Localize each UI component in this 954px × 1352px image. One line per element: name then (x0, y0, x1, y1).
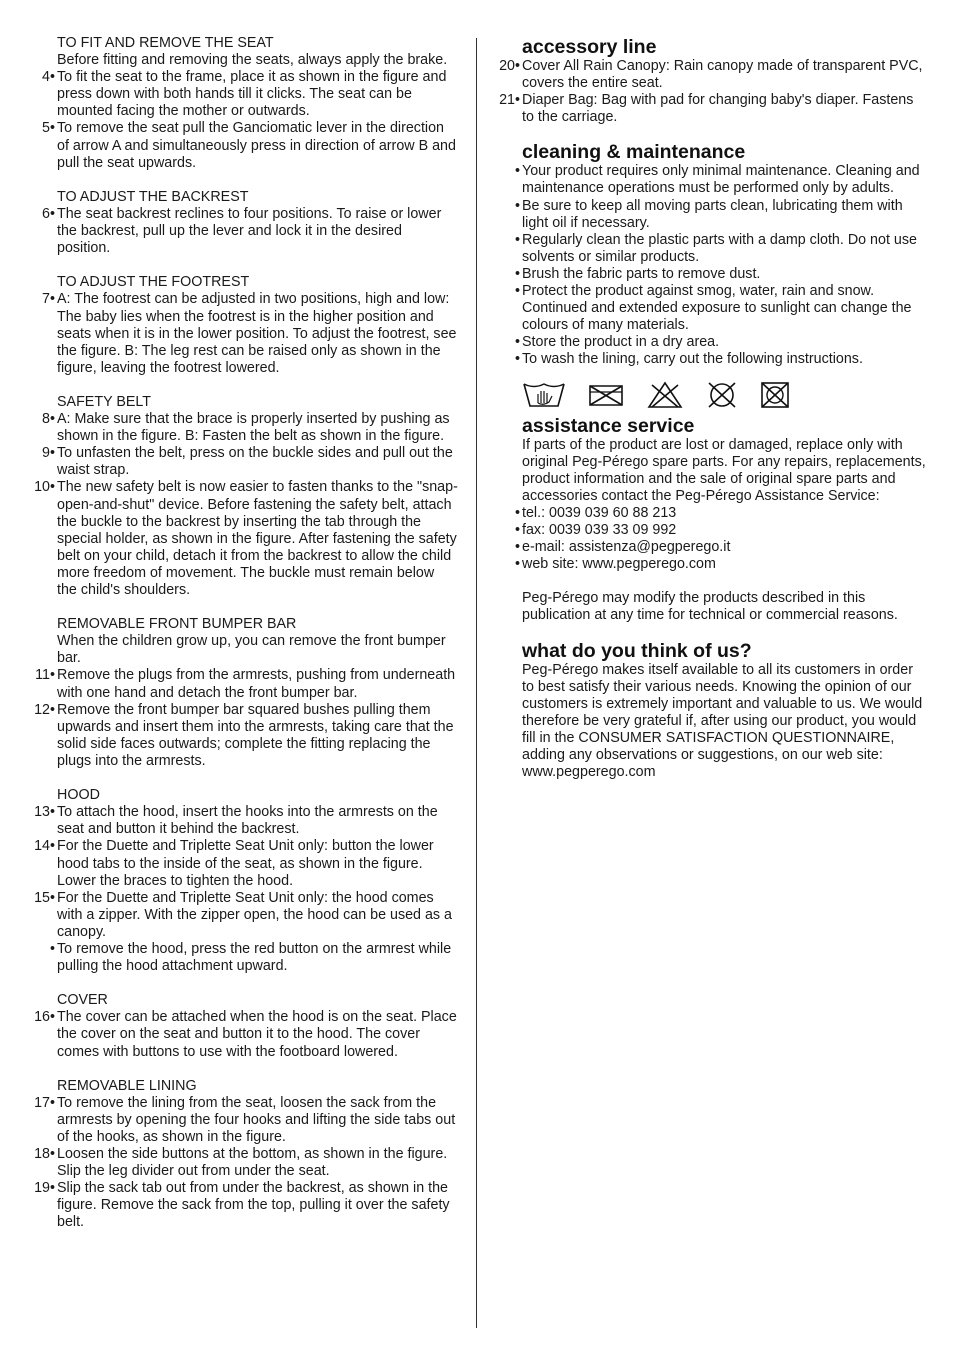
item-number: • (514, 334, 520, 351)
cleaning-item (491, 163, 927, 197)
item-number: • (514, 163, 520, 180)
instruction-line (26, 633, 458, 667)
contact-list (491, 505, 927, 573)
instruction-line (26, 1009, 458, 1060)
item-number: 19• (34, 1180, 55, 1197)
item-text: REMOVABLE FRONT BUMPER BAR (57, 616, 297, 633)
item-text: To remove the lining from the seat, loosen the sack from the armrests by opening the four hooks and lifting the side tabs out of the hooks, as shown in the figure. (57, 1094, 456, 1145)
item-number: • (514, 231, 520, 248)
contact-item (491, 522, 927, 539)
instruction-line (26, 941, 458, 975)
right-column (491, 36, 927, 781)
column-divider (476, 38, 477, 1328)
cleaning-item (491, 266, 927, 283)
instruction-line (26, 291, 458, 376)
item-text: The seat backrest reclines to four positions. To raise or lower the backrest, pull up the lever and lock it in the desired position. (57, 205, 442, 257)
instruction-line (26, 274, 458, 291)
item-text: e-mail: assistenza@pegperego.it (522, 539, 731, 556)
spacer (26, 1061, 458, 1078)
no-iron-icon (646, 381, 684, 409)
accessory-item (491, 58, 927, 92)
item-number: 10• (34, 479, 55, 496)
instruction-line (26, 838, 458, 889)
assistance-intro: If parts of the product are lost or damaged, replace only with original Peg-Pérego spare parts. For any repairs, replacements, product information and the sale of original spare parts and accessories contact the Peg-Pérego Assistance Service: (522, 436, 926, 504)
item-number: 12• (34, 701, 55, 718)
spacer (26, 975, 458, 992)
item-text: Store the product in a dry area. (522, 334, 720, 351)
item-text: To wash the lining, carry out the following instructions. (522, 351, 863, 368)
feedback-heading: what do you think of us? (522, 639, 752, 662)
instruction-line (26, 890, 458, 941)
item-number: 14• (34, 838, 55, 855)
cleaning-maintenance-heading: cleaning & maintenance (522, 141, 746, 164)
item-number: 8• (42, 411, 55, 428)
cleaning-item (491, 283, 927, 334)
item-number: • (514, 197, 520, 214)
item-text: Your product requires only minimal maintenance. Cleaning and maintenance operations must be performed only by adults. (522, 163, 920, 197)
item-text: SAFETY BELT (57, 393, 152, 410)
item-text: A: Make sure that the brace is properly inserted by pushing as shown in the figure. B: Fasten the belt as shown in the figure. (57, 411, 450, 445)
item-number: 21• (499, 92, 520, 109)
instruction-line (26, 411, 458, 445)
spacer (26, 257, 458, 274)
care-symbols (491, 381, 927, 409)
item-text: Slip the sack tab out from under the backrest, as shown in the figure. Remove the sack from the top, pulling it over the safety belt. (57, 1180, 450, 1231)
item-text: Diaper Bag: Bag with pad for changing baby's diaper. Fastens to the carriage. (522, 92, 914, 126)
instruction-line (26, 992, 458, 1009)
item-number: 20• (499, 58, 520, 74)
item-number: • (514, 351, 520, 368)
item-text: Remove the front bumper bar squared bushes pulling them upwards and insert them into the armrests, taking care that the solid side faces outwards; complete the fitting replacing the plugs into the armrests. (57, 701, 454, 769)
instruction-line (26, 189, 458, 206)
item-number: 11• (35, 667, 55, 684)
item-text: COVER (57, 992, 108, 1009)
instruction-line (26, 1180, 458, 1231)
item-text: Protect the product against smog, water, rain and snow. Continued and extended exposure to sunlight can change the colours of many materials. (522, 283, 912, 334)
item-text: For the Duette and Triplette Seat Unit only: button the lower hood tabs to the inside of the seat, as shown in the figure. Lower the braces to tighten the hood. (57, 838, 434, 889)
no-bleach-icon (586, 381, 626, 409)
accessory-item (491, 92, 927, 126)
cleaning-item (491, 232, 927, 266)
item-number: • (49, 940, 55, 957)
instruction-line (26, 52, 458, 69)
instruction-line (26, 69, 458, 120)
item-text: TO ADJUST THE FOOTREST (57, 274, 250, 291)
spacer (26, 599, 458, 616)
item-number: • (514, 521, 520, 538)
instruction-line (26, 479, 458, 599)
item-number: • (514, 265, 520, 282)
item-text: To remove the hood, press the red button on the armrest while pulling the hood attachment upward. (57, 940, 452, 975)
left-column (26, 35, 458, 1232)
instruction-line (26, 394, 458, 411)
item-number: 7• (42, 291, 55, 308)
item-text: Brush the fabric parts to remove dust. (522, 265, 761, 282)
item-text: fax: 0039 039 33 09 992 (522, 521, 677, 538)
item-text: TO FIT AND REMOVE THE SEAT (57, 35, 274, 51)
item-number: 18• (34, 1146, 55, 1163)
feedback-text: Peg-Pérego makes itself available to all its customers in order to best satisfy their various needs. Knowing the opinion of our customers is extremely important and valuable to us. We would therefore be very grateful if, after using our product, you would fill in the CONSUMER SATISFACTION QUESTIONNAIRE, adding any observations or suggestions, on our web site: www.pegperego.com (522, 661, 923, 781)
instruction-line (26, 35, 458, 52)
item-text: Be sure to keep all moving parts clean, lubricating them with light oil if necessary. (522, 197, 903, 231)
item-text: For the Duette and Triplette Seat Unit only: the hood comes with a zipper. With the zipper open, the hood can be used as a canopy. (57, 889, 453, 940)
item-text: Cover All Rain Canopy: Rain canopy made of transparent PVC, covers the entire seat. (522, 58, 923, 92)
item-number: 6• (42, 205, 55, 222)
cleaning-list (491, 163, 927, 368)
item-text: TO ADJUST THE BACKREST (57, 188, 249, 205)
instruction-line (26, 787, 458, 804)
item-text: Remove the plugs from the armrests, pushing from underneath with one hand and detach the front bumper bar. (57, 667, 456, 701)
contact-item (491, 539, 927, 556)
instruction-line (26, 445, 458, 479)
item-number: • (514, 556, 520, 573)
instruction-line (26, 616, 458, 633)
instruction-line (26, 804, 458, 838)
contact-item (491, 556, 927, 573)
item-text: web site: www.pegperego.com (522, 556, 716, 573)
spacer (26, 172, 458, 189)
item-number: • (514, 539, 520, 556)
item-number: 13• (34, 804, 55, 821)
item-text: When the children grow up, you can remove the front bumper bar. (57, 633, 446, 667)
item-text: HOOD (57, 787, 100, 804)
item-text: The cover can be attached when the hood is on the seat. Place the cover on the seat and button it to the hood. The cover comes with buttons to use with the footboard lowered. (57, 1009, 457, 1060)
no-dry-clean-icon (704, 381, 740, 409)
hand-wash-icon (522, 381, 566, 409)
instruction-line (26, 667, 458, 701)
item-number: 4• (42, 69, 55, 86)
accessory-list (491, 58, 927, 126)
spacer (26, 770, 458, 787)
item-text: REMOVABLE LINING (57, 1077, 197, 1094)
item-number: 16• (34, 1009, 55, 1026)
instruction-line (26, 1095, 458, 1146)
item-number: 17• (34, 1094, 55, 1111)
instruction-line (26, 1078, 458, 1095)
item-text: To fit the seat to the frame, place it as shown in the figure and press down with both hands till it clicks. The seat can be mounted facing the mother or outwards. (57, 69, 447, 120)
cleaning-item (491, 198, 927, 232)
accessory-line-heading: accessory line (522, 36, 657, 58)
item-text: A: The footrest can be adjusted in two positions, high and low: The baby lies when the footrest is in the higher position and seats when it is in the lower position. To adjust the footrest, see the figure. B: The leg rest can be raised only as shown in the figure, leaving the footrest lowered. (57, 291, 457, 376)
item-text: Loosen the side buttons at the bottom, as shown in the figure. Slip the leg divider out from under the seat. (57, 1146, 448, 1180)
item-text: Regularly clean the plastic parts with a damp cloth. Do not use solvents or similar products. (522, 231, 917, 265)
item-text: Before fitting and removing the seats, always apply the brake. (57, 52, 448, 69)
item-number: • (514, 283, 520, 300)
item-number: 5• (42, 120, 55, 137)
modification-note: Peg-Pérego may modify the products described in this publication at any time for technical or commercial reasons. (522, 590, 898, 624)
instruction-line (26, 702, 458, 770)
item-number: 15• (34, 889, 55, 906)
instruction-line (26, 206, 458, 257)
assistance-service-heading: assistance service (522, 414, 695, 437)
cleaning-item (491, 351, 927, 368)
instruction-line (26, 120, 458, 171)
item-text: To attach the hood, insert the hooks into the armrests on the seat and button it behind the backrest. (57, 804, 438, 838)
spacer (26, 377, 458, 394)
instruction-line (26, 1146, 458, 1180)
item-number: 9• (42, 445, 55, 462)
no-tumble-dry-icon (760, 381, 790, 409)
item-text: To unfasten the belt, press on the buckle sides and pull out the waist strap. (57, 445, 453, 479)
contact-item (491, 505, 927, 522)
item-text: To remove the seat pull the Ganciomatic lever in the direction of arrow A and simultaneously press in direction of arrow B and pull the seat upwards. (57, 120, 456, 171)
item-text: The new safety belt is now easier to fasten thanks to the "snap-open-and-shut" device. Before fastening the safety belt, attach the buckle to the backrest by inserting the tab through the special holder, as shown in the figure. After fastening the safety belt on your child, detach it from the backrest to allow the child more freedom of movement. The buckle must remain below the child's shoulders. (57, 479, 458, 598)
cleaning-item (491, 334, 927, 351)
item-number: • (514, 504, 520, 521)
item-text: tel.: 0039 039 60 88 213 (522, 504, 677, 521)
